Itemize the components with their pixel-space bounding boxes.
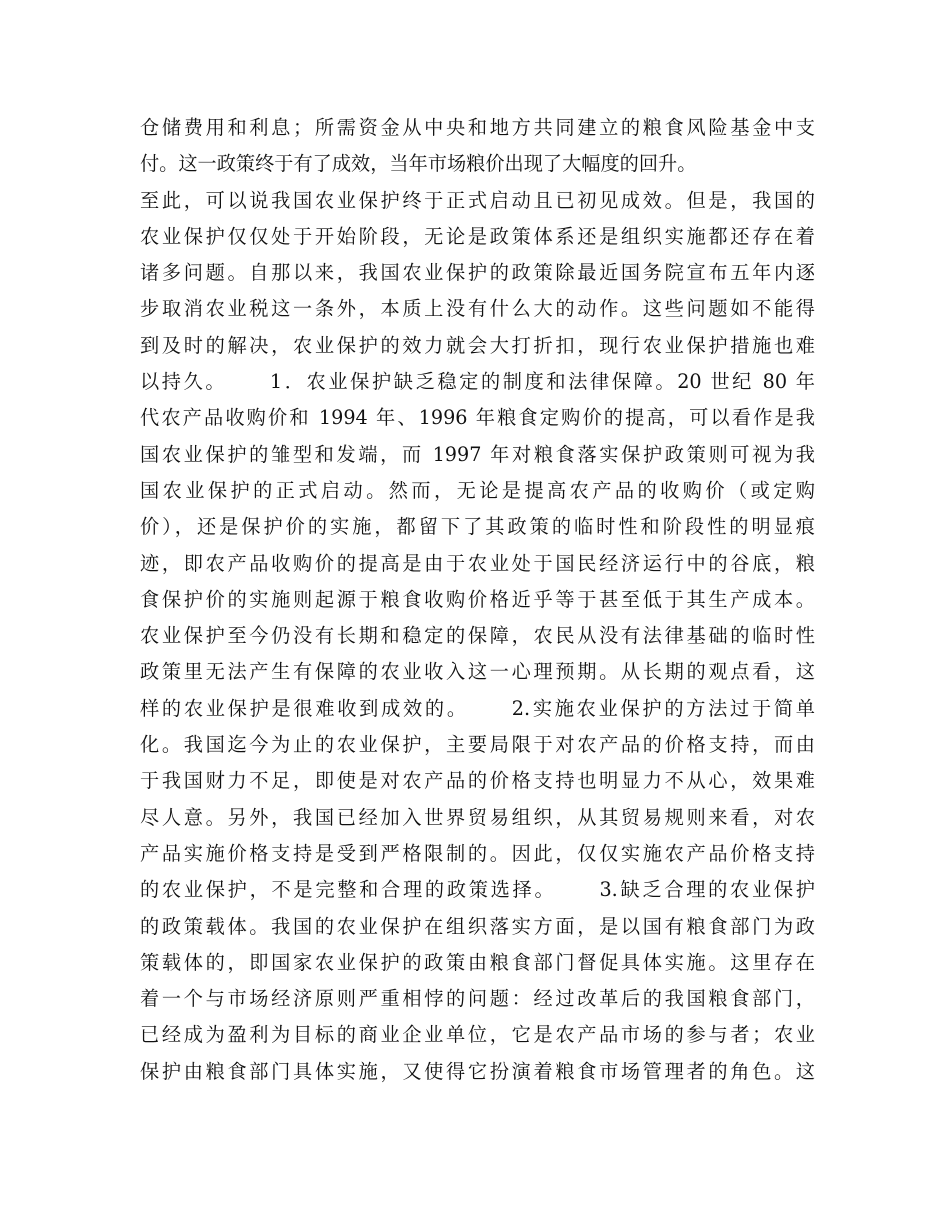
- text-line: 政策里无法产生有保障的农业收入这一心理预期。从长期的观点看，这: [140, 660, 815, 684]
- text-line: 到及时的解决，农业保护的效力就会大打折扣，现行农业保护措施也难: [140, 333, 815, 357]
- text-line: 国农业保护的雏型和发端，而 1997 年对粮食落实保护政策则可视为我: [140, 442, 815, 466]
- text-line: 样的农业保护是很难收到成效的。 2.实施农业保护的方法过于简单: [140, 696, 815, 720]
- text-line: 价），还是保护价的实施，都留下了其政策的临时性和阶段性的明显痕: [140, 515, 815, 539]
- text-line: 付。这一政策终于有了成效，当年市场粮价出现了大幅度的回升。: [140, 152, 697, 176]
- text-line: 以持久。 1．农业保护缺乏稳定的制度和法律保障。20 世纪 80 年: [140, 370, 815, 394]
- text-line: 迹，即农产品收购价的提高是由于农业处于国民经济运行中的谷底，粮: [140, 551, 815, 575]
- text-line: 至此，可以说我国农业保护终于正式启动且已初见成效。但是，我国的: [140, 188, 815, 212]
- text-line: 已经成为盈利为目标的商业企业单位，它是农产品市场的参与者；农业: [140, 1023, 815, 1047]
- text-line: 国农业保护的正式启动。然而，无论是提高农产品的收购价（或定购: [140, 478, 815, 502]
- text-line: 代农产品收购价和 1994 年、1996 年粮食定购价的提高，可以看作是我: [140, 406, 815, 430]
- text-line: 于我国财力不足，即使是对农产品的价格支持也明显力不从心，效果难: [140, 769, 815, 793]
- text-line: 的政策载体。我国的农业保护在组织落实方面，是以国有粮食部门为政: [140, 914, 815, 938]
- text-line: 的农业保护，不是完整和合理的政策选择。 3.缺乏合理的农业保护: [140, 878, 815, 902]
- text-line: 策载体的，即国家农业保护的政策由粮食部门督促具体实施。这里存在: [140, 950, 815, 974]
- text-line: 农业保护仅仅处于开始阶段，无论是政策体系还是组织实施都还存在着: [140, 224, 815, 248]
- text-line: 农业保护至今仍没有长期和稳定的保障，农民从没有法律基础的临时性: [140, 624, 815, 648]
- text-line: 步取消农业税这一条外，本质上没有什么大的动作。这些问题如不能得: [140, 297, 815, 321]
- text-line: 尽人意。另外，我国已经加入世界贸易组织，从其贸易规则来看，对农: [140, 805, 815, 829]
- text-line: 食保护价的实施则起源于粮食收购价格近乎等于甚至低于其生产成本。: [140, 587, 815, 611]
- text-line: 化。我国迄今为止的农业保护，主要局限于对农产品的价格支持，而由: [140, 733, 815, 757]
- text-line: 保护由粮食部门具体实施，又使得它扮演着粮食市场管理者的角色。这: [140, 1059, 815, 1083]
- text-line: 着一个与市场经济原则严重相悖的问题：经过改革后的我国粮食部门，: [140, 987, 815, 1011]
- body-text: [140, 110, 815, 1090]
- text-line: 仓储费用和利息；所需资金从中央和地方共同建立的粮食风险基金中支: [140, 116, 815, 139]
- text-line: 诸多问题。自那以来，我国农业保护的政策除最近国务院宣布五年内逐: [140, 261, 815, 285]
- text-line: 产品实施价格支持是受到严格限制的。因此，仅仅实施农产品价格支持: [140, 841, 815, 865]
